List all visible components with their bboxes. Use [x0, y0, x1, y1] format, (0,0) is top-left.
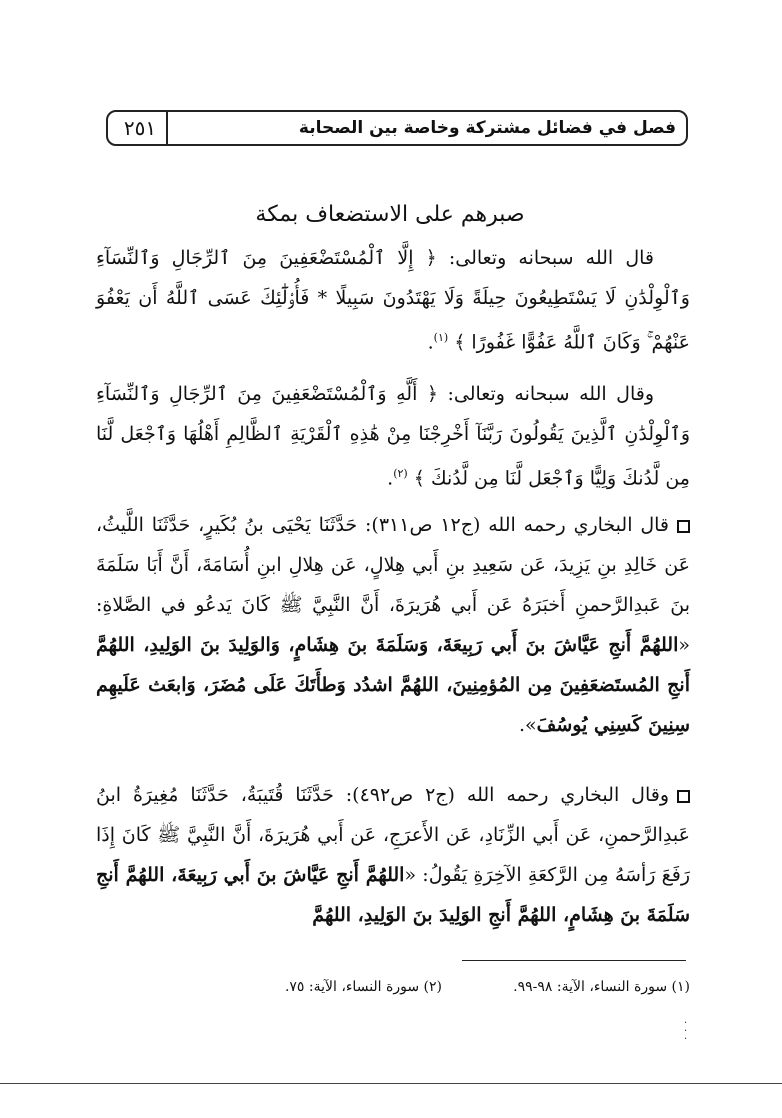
paragraph-quran-verse-1	[96, 238, 690, 362]
footnote-separator	[462, 960, 686, 961]
hadith-text: وقال البخاري رحمه الله (ج٢ ص٤٩٢): حَدَّثَنَا قُتَيبَةُ، حَدَّثَنَا مُغِيرَةُ ابنُ عَبدِالرَّحمنِ، عَن أَبي الزِّنَادِ، عَن الأَعرَجِ، عَن أَبي هُرَيرَةَ، أَنَّ النَّبِيَّ ﷺ كَانَ إِذَا رَفَعَ رَأسَهُ مِن الرَّكعَةِ الآخِرَةِ يَقُولُ: «	[96, 784, 690, 886]
running-header-divider	[166, 112, 168, 144]
footnote-2: (٢) سورة النساء، الآية: ٧٥.	[284, 979, 442, 995]
verse-intro: قال الله سبحانه وتعالى:	[436, 247, 654, 269]
paragraph-hadith-1	[96, 505, 690, 745]
verse-intro: وقال الله سبحانه وتعالى:	[437, 383, 654, 405]
paragraph-quran-verse-2	[96, 374, 690, 498]
page-number: ٢٥١	[123, 116, 157, 140]
running-title: فصل في فضائل مشتركة وخاصة بين الصحابة	[298, 118, 676, 138]
scan-specks: · · ·	[684, 1018, 688, 1045]
square-bullet-icon	[677, 520, 690, 533]
sentence-end: .	[387, 467, 394, 490]
hadith-end: ».	[518, 714, 537, 736]
footnotes	[180, 972, 690, 1002]
footnote-1: (١) سورة النساء، الآية: ٩٨-٩٩.	[513, 979, 690, 995]
square-bullet-icon	[677, 790, 690, 803]
section-heading: صبرهم على الاستضعاف بمكة	[255, 202, 525, 227]
paragraph-hadith-2	[96, 775, 690, 935]
hadith-text: قال البخاري رحمه الله (ج١٢ ص٣١١): حَدَّثَنَا يَحْيَى بنُ بُكَيرٍ، حَدَّثَنَا اللَّيثُ، عَن خَالِدِ بنِ يَزِيدَ، عَن سَعِيدِ بنِ أَبي هِلالٍ، عَن هِلالِ ابنِ أُسَامَةَ، أَنَّ أَبَا سَلَمَةَ بنَ عَبدِالرَّحمنِ أَخبَرَهُ عَن أَبي هُرَيرَةَ، أَنَّ النَّبِيَّ ﷺ كَانَ يَدعُو في الصَّلاةِ: «	[96, 514, 690, 656]
hadith-supplication: اللهُمَّ أَنجِ عَيَّاشَ بنَ أَبي رَبِيعَةَ، وَسَلَمَةَ بنَ هِشَامٍ، وَالوَلِيدَ بنَ الوَلِيدِ، اللهُمَّ أَنجِ المُستَضعَفِينَ مِن المُؤمِنِينَ، اللهُمَّ اشدُد وَطأَتَكَ عَلَى مُضَرَ، وَابعَث عَلَيهِم سِنِينَ كَسِنِي يُوسُفَ	[96, 634, 690, 736]
hadith-supplication: اللهُمَّ أَنجِ عَيَّاشَ بنَ أَبي رَبِيعَةَ، اللهُمَّ أَنجِ سَلَمَةَ بنَ هِشَامٍ، اللهُمَّ أَنجِ الوَلِيدَ بنَ الوَلِيدِ، اللهُمَّ	[96, 864, 690, 926]
footnote-ref: (١)	[433, 331, 449, 344]
quran-verse: ﴿ إِلَّا ٱلْمُسْتَضْعَفِينَ مِنَ ٱلرِّجَالِ وَٱلنِّسَآءِ وَٱلْوِلْدَٰنِ لَا يَسْتَطِيعُونَ حِيلَةً وَلَا يَهْتَدُونَ سَبِيلًا * فَأُو۟لَٰٓئِكَ عَسَى ٱللَّهُ أَن يَعْفُوَ عَنْهُمْ ۚ وَكَانَ ٱللَّهُ عَفُوًّا غَفُورًا ﴾	[96, 247, 690, 354]
footnote-ref: (٢)	[393, 467, 408, 480]
page-bottom-edge	[0, 1083, 782, 1084]
sentence-end: .	[427, 331, 434, 354]
quran-verse: ﴿ أَلَّهِ وَٱلْمُسْتَضْعَفِينَ مِنَ ٱلرِّجَالِ وَٱلنِّسَآءِ وَٱلْوِلْدَٰنِ ٱلَّذِينَ يَقُولُونَ رَبَّنَآ أَخْرِجْنَا مِنْ هَٰذِهِ ٱلْقَرْيَةِ ٱلظَّالِمِ أَهْلُهَا وَٱجْعَل لَّنَا مِن لَّدُنكَ وَلِيًّا وَٱجْعَل لَّنَا مِن لَّدُنكَ ﴾	[96, 383, 690, 490]
